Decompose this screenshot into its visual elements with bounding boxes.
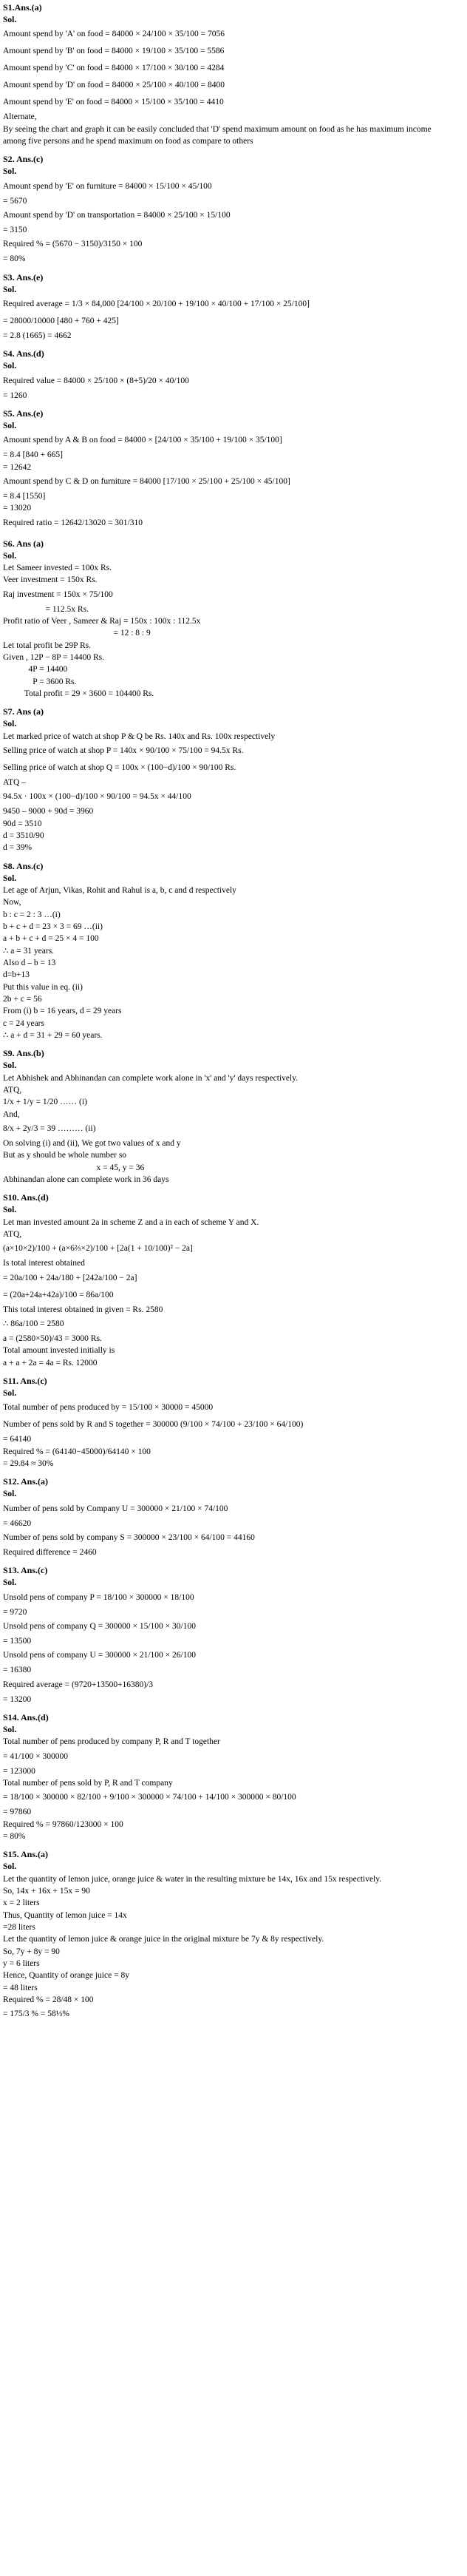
- solution-line: Now,: [3, 898, 21, 907]
- sol-label: Sol.: [3, 167, 17, 177]
- answer-heading: S11. Ans.(c): [3, 1375, 47, 1386]
- sol-label: Sol.: [3, 16, 17, 25]
- answer-heading: S12. Ans.(a): [3, 1476, 49, 1487]
- solution-line: Let the quantity of lemon juice & orange juice in the original mixture be 7y & 8y respectively.: [3, 1935, 324, 1944]
- solution-line: ∴ 86a/100 = 2580: [3, 1319, 64, 1328]
- sol-label: Sol.: [3, 1725, 17, 1735]
- solution-line: d = 3510/90: [3, 831, 44, 841]
- solution-line: Let Abhishek and Abhinandan can complete work alone in 'x' and 'y' days respectively.: [3, 1073, 299, 1083]
- solution-line: Hence, Quantity of orange juice = 8y: [3, 1971, 129, 1981]
- solution-line: Number of pens sold by Company U = 300000 × 21/100 × 74/100: [3, 1504, 228, 1513]
- answer-heading: S5. Ans.(e): [3, 408, 44, 419]
- sol-label: Sol.: [3, 551, 17, 561]
- solution-section: [3, 1848, 454, 2023]
- solution-line: Alternate,: [3, 112, 37, 122]
- solution-line: Amount spend by C & D on furniture = 84000 [17/100 × 25/100 + 25/100 × 45/100]: [3, 477, 290, 487]
- answer-heading: S1.Ans.(a): [3, 2, 42, 13]
- sol-label: Sol.: [3, 362, 17, 371]
- answer-heading: S10. Ans.(d): [3, 1192, 49, 1203]
- solution-line: (a×10×2)/100 + (a×6⅔×2)/100 + [2a(1 + 10/100)² − 2a]: [3, 1244, 193, 1254]
- solution-line: Required difference = 2460: [3, 1548, 97, 1557]
- solution-line: 94.5x · 100x × (100−d)/100 × 90/100 = 94.5x × 44/100: [3, 792, 191, 802]
- solution-line: 1/x + 1/y = 1/20 …… (i): [3, 1098, 87, 1107]
- solution-line: Number of pens sold by R and S together = 300000 (9/100 × 74/100 + 23/100 × 64/100): [3, 1420, 304, 1430]
- answer-heading: S6. Ans (a): [3, 538, 44, 549]
- answer-heading: S14. Ans.(d): [3, 1712, 49, 1723]
- solution-line: = 48 liters: [3, 1983, 38, 1992]
- solution-line: = 80%: [3, 254, 26, 264]
- solution-line: b : c = 2 : 3 …(i): [3, 910, 61, 919]
- sol-label: Sol.: [3, 720, 17, 729]
- solution-line: P = 3600 Rs.: [3, 677, 77, 686]
- solution-line: Amount spend by 'B' on food = 84000 × 19/100 × 35/100 = 5586: [3, 47, 225, 56]
- solution-line: = 80%: [3, 1832, 26, 1841]
- solution-line: On solving (i) and (ii), We got two values of x and y: [3, 1139, 181, 1148]
- answer-heading: S15. Ans.(a): [3, 1849, 49, 1860]
- solution-line: Required average = 1/3 × 84,000 [24/100 × 20/100 + 19/100 × 40/100 + 17/100 × 25/100]: [3, 300, 310, 309]
- solution-section: [3, 408, 454, 532]
- solution-line: d = 39%: [3, 843, 33, 853]
- solution-line: = (20a+24a+42a)/100 = 86a/100: [3, 1290, 114, 1299]
- solution-line: = 9720: [3, 1607, 27, 1617]
- solution-line: c = 24 years: [3, 1018, 44, 1028]
- solution-line: = 5670: [3, 196, 27, 206]
- solution-line: Amount spend by 'E' on furniture = 84000 × 15/100 × 45/100: [3, 181, 212, 191]
- solution-line: ATQ –: [3, 778, 26, 788]
- sol-label: Sol.: [3, 285, 17, 294]
- solution-section: [3, 1711, 454, 1842]
- answer-heading: S3. Ans.(e): [3, 271, 44, 283]
- solution-section: [3, 1, 454, 147]
- solution-line: Total number of pens produced by = 15/100 × 30000 = 45000: [3, 1403, 214, 1413]
- solution-section: [3, 1564, 454, 1705]
- sol-label: Sol.: [3, 1862, 17, 1872]
- solution-line: = 13500: [3, 1637, 32, 1646]
- solution-line: Amount spend by 'D' on transportation = 84000 × 25/100 × 15/100: [3, 211, 231, 220]
- solution-line: = 41/100 × 300000: [3, 1751, 69, 1761]
- solution-line: ATQ,: [3, 1230, 22, 1239]
- solution-line: = 28000/10000 [480 + 760 + 425]: [3, 317, 119, 326]
- solution-line: Required % = 97860/123000 × 100: [3, 1819, 123, 1829]
- solution-line: Required % = (5670 − 3150)/3150 × 100: [3, 240, 143, 249]
- solution-line: = 13020: [3, 504, 32, 513]
- solution-line: =28 liters: [3, 1923, 35, 1932]
- solution-line: = 12642: [3, 462, 32, 472]
- sol-label: Sol.: [3, 1389, 17, 1398]
- solution-line: 9450 – 9000 + 90d = 3960: [3, 807, 94, 817]
- solution-line: = 16380: [3, 1666, 32, 1675]
- solution-line: Number of pens sold by company S = 300000 × 23/100 × 64/100 = 44160: [3, 1533, 255, 1542]
- answer-heading: S9. Ans.(b): [3, 1048, 44, 1059]
- solution-line: Amount spend by 'C' on food = 84000 × 17/100 × 30/100 = 4284: [3, 64, 225, 73]
- solution-line: = 112.5x Rs.: [3, 604, 89, 614]
- solution-line: Required % = 28/48 × 100: [3, 1995, 94, 2004]
- solution-line: Amount spend by A & B on food = 84000 × [24/100 × 35/100 + 19/100 × 35/100]: [3, 436, 282, 445]
- solution-line: Veer investment = 150x Rs.: [3, 575, 98, 585]
- solution-line: Let the quantity of lemon juice, orange juice & water in the resulting mixture be 14x, 16x and 15x respectively.: [3, 1874, 382, 1884]
- solution-line: Unsold pens of company U = 300000 × 21/100 × 26/100: [3, 1651, 196, 1660]
- solution-line: Also d – b = 13: [3, 959, 56, 968]
- solution-line: Total number of pens sold by P, R and T company: [3, 1779, 173, 1788]
- solution-line: Required value = 84000 × 25/100 × (8+5)/20 × 40/100: [3, 376, 189, 385]
- solution-line: = 175/3 % = 58⅓%: [3, 2009, 69, 2019]
- sol-label: Sol.: [3, 1206, 17, 1215]
- solution-line: Let man invested amount 2a in scheme Z and a in each of scheme Y and X.: [3, 1217, 259, 1227]
- solution-line: Let Sameer invested = 100x Rs.: [3, 564, 112, 573]
- solution-line: 8/x + 2y/3 = 39 ……… (ii): [3, 1124, 96, 1133]
- answer-heading: S13. Ans.(c): [3, 1565, 48, 1576]
- solution-line: ATQ,: [3, 1086, 22, 1095]
- solution-line: x = 2 liters: [3, 1899, 40, 1908]
- solution-section: [3, 1475, 454, 1558]
- sol-label: Sol.: [3, 422, 17, 431]
- solution-line: But as y should be whole number so: [3, 1151, 127, 1160]
- solution-line: Let total profit be 29P Rs.: [3, 640, 92, 650]
- solution-line: = 20a/100 + 24a/180 + [242a/100 − 2a]: [3, 1273, 137, 1282]
- solution-line: = 2.8 (1665) = 4662: [3, 331, 72, 341]
- solution-line: By seeing the chart and graph it can be easily concluded that 'D' spend maximum amount on food as he has maximum income among five persons and he spend maximum on food as compare to others: [3, 124, 434, 146]
- solution-line: b + c + d = 23 × 3 = 69 …(ii): [3, 922, 103, 932]
- solution-section: [3, 1191, 454, 1369]
- solution-line: = 46620: [3, 1518, 32, 1528]
- solution-line: = 12 : 8 : 9: [3, 629, 151, 638]
- solution-line: Let age of Arjun, Vikas, Rohit and Rahul is a, b, c and d respectively: [3, 886, 236, 896]
- solution-line: Abhinandan alone can complete work in 36 days: [3, 1174, 169, 1184]
- solution-line: So, 7y + 8y = 90: [3, 1947, 60, 1956]
- solution-line: a = (2580×50)/43 = 3000 Rs.: [3, 1333, 102, 1343]
- solution-line: = 13200: [3, 1694, 32, 1704]
- sol-label: Sol.: [3, 1490, 17, 1499]
- solution-line: a + b + c + d = 25 × 4 = 100: [3, 934, 99, 944]
- solution-line: Thus, Quantity of lemon juice = 14x: [3, 1910, 127, 1920]
- solution-line: = 3150: [3, 226, 27, 235]
- solution-line: 90d = 3510: [3, 819, 42, 828]
- answer-heading: S7. Ans (a): [3, 706, 44, 717]
- solution-line: This total interest obtained in given = Rs. 2580: [3, 1305, 163, 1314]
- solution-line: y = 6 liters: [3, 1958, 40, 1968]
- solution-line: = 18/100 × 300000 × 82/100 + 9/100 × 300000 × 74/100 + 14/100 × 300000 × 80/100: [3, 1793, 296, 1802]
- solution-line: Unsold pens of company P = 18/100 × 300000 × 18/100: [3, 1592, 194, 1602]
- solution-line: = 29.84 ≈ 30%: [3, 1458, 54, 1468]
- solution-line: So, 14x + 16x + 15x = 90: [3, 1887, 90, 1896]
- solution-section: [3, 538, 454, 700]
- solution-section: [3, 1047, 454, 1186]
- solution-line: Selling price of watch at shop P = 140x × 90/100 × 75/100 = 94.5x Rs.: [3, 746, 244, 756]
- solution-line: Unsold pens of company Q = 300000 × 15/100 × 30/100: [3, 1622, 196, 1632]
- solution-line: = 123000: [3, 1766, 35, 1776]
- solution-line: Amount spend by 'A' on food = 84000 × 24/100 × 35/100 = 7056: [3, 30, 225, 39]
- answer-heading: S8. Ans.(c): [3, 860, 44, 871]
- solution-line: Required average = (9720+13500+16380)/3: [3, 1680, 154, 1689]
- solution-line: Let marked price of watch at shop P & Q be Rs. 140x and Rs. 100x respectively: [3, 731, 276, 741]
- solution-line: And,: [3, 1109, 20, 1119]
- solution-line: Raj investment = 150x × 75/100: [3, 589, 113, 599]
- solution-section: [3, 348, 454, 402]
- solution-line: Total amount invested initially is: [3, 1346, 115, 1356]
- sol-label: Sol.: [3, 1578, 17, 1588]
- answer-heading: S4. Ans.(d): [3, 348, 44, 359]
- solution-section: [3, 860, 454, 1042]
- solution-section: [3, 271, 454, 342]
- sol-label: Sol.: [3, 873, 17, 883]
- solution-line: = 8.4 [840 + 665]: [3, 450, 64, 460]
- solution-line: Total number of pens produced by company P, R and T together: [3, 1737, 220, 1747]
- solution-section: [3, 153, 454, 265]
- solution-line: Is total interest obtained: [3, 1259, 85, 1268]
- solution-line: Required % = (64140−45000)/64140 × 100: [3, 1447, 151, 1456]
- solution-line: Amount spend by 'D' on food = 84000 × 25/100 × 40/100 = 8400: [3, 81, 225, 90]
- solution-line: ∴ a = 31 years.: [3, 946, 55, 956]
- solution-line: = 8.4 [1550]: [3, 492, 46, 501]
- solution-section: [3, 706, 454, 853]
- solution-line: x = 45, y = 36: [3, 1163, 145, 1172]
- solution-line: Given , 12P − 8P = 14400 Rs.: [3, 653, 105, 663]
- solution-line: Required ratio = 12642/13020 = 301/310: [3, 518, 143, 527]
- solution-line: 2b + c = 56: [3, 995, 42, 1004]
- solution-line: Selling price of watch at shop Q = 100x × (100−d)/100 × 90/100 Rs.: [3, 763, 236, 773]
- solution-line: Total profit = 29 × 3600 = 104400 Rs.: [3, 689, 154, 699]
- solution-line: Put this value in eq. (ii): [3, 982, 83, 992]
- solution-line: = 64140: [3, 1435, 32, 1444]
- solution-line: d=b+13: [3, 970, 30, 980]
- solution-line: ∴ a + d = 31 + 29 = 60 years.: [3, 1031, 103, 1040]
- solution-line: Amount spend by 'E' on food = 84000 × 15/100 × 35/100 = 4410: [3, 98, 224, 107]
- solution-line: Profit ratio of Veer , Sameer & Raj = 150x : 100x : 112.5x: [3, 617, 201, 626]
- solution-line: From (i) b = 16 years, d = 29 years: [3, 1007, 122, 1016]
- solution-section: [3, 1375, 454, 1470]
- solution-line: a + a + 2a = 4a = Rs. 12000: [3, 1358, 98, 1368]
- answer-heading: S2. Ans.(c): [3, 154, 44, 165]
- solution-line: 4P = 14400: [3, 665, 68, 675]
- sol-label: Sol.: [3, 1061, 17, 1071]
- solution-line: = 1260: [3, 391, 27, 400]
- solution-line: = 97860: [3, 1808, 32, 1817]
